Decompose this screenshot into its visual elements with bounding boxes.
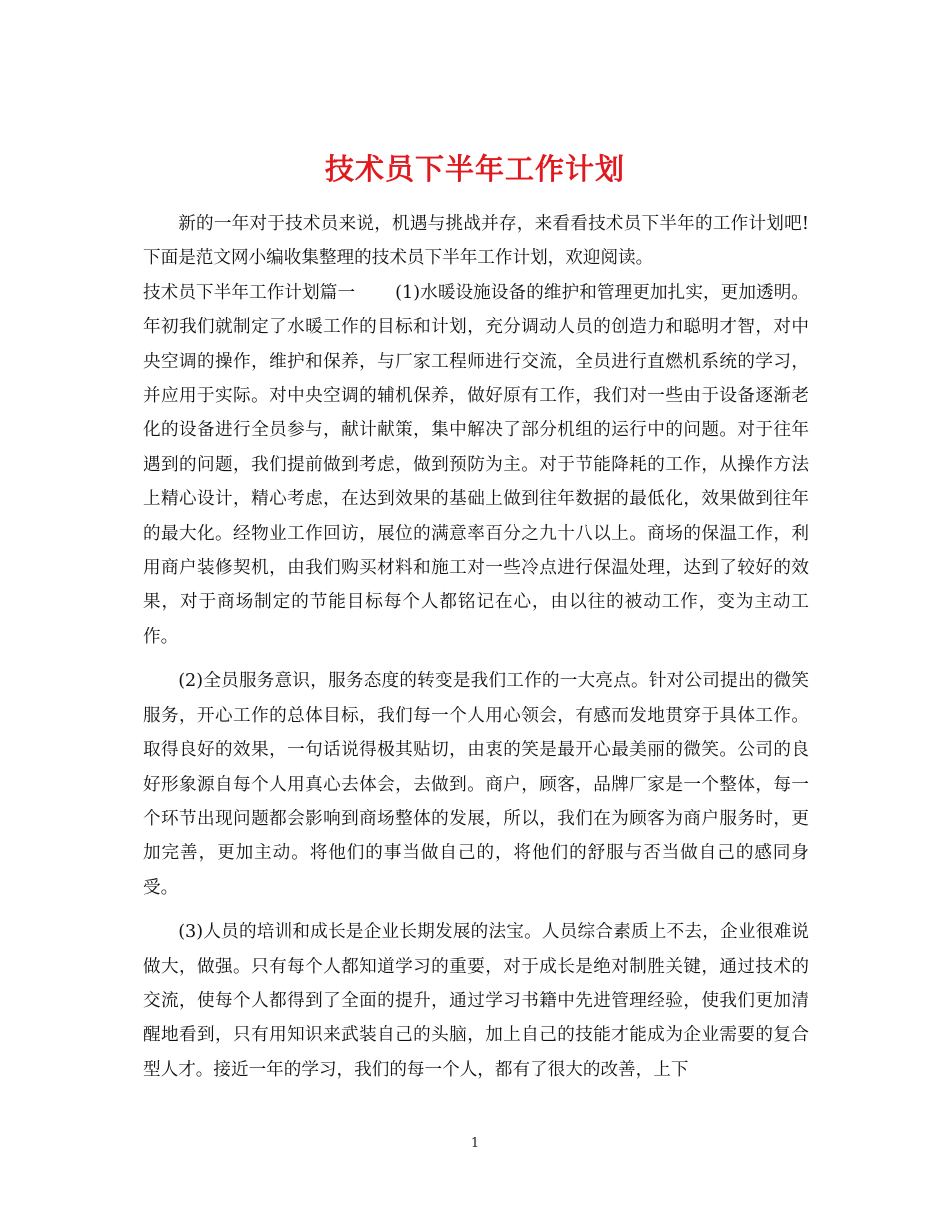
paragraph-2: (2)全员服务意识，服务态度的转变是我们工作的一大亮点。针对公司提出的微笑服务，开心工作的总体目标，我们每一个人用心领会，有感而发地贯穿于具体工作。取得良好的效果，一句话说得极其贴切，由衷的笑是最开心最美丽的微笑。公司的良好形象源自每个人用真心去体会，去做到。商户，顾客，品牌厂家是一个整体，每一个环节出现问题都会影响到商场整体的发展，所以，我们在为顾客为商户服务时，更加完善，更加主动。将他们的事当做自己的，将他们的舒服与否当做自己的感同身受。 [143,671,809,898]
section-paragraph-1 [143,276,809,654]
section-heading: 技术员下半年工作计划篇一 [143,282,356,303]
page-number: 1 [470,1136,480,1151]
intro-paragraph: 新的一年对于技术员来说，机遇与挑战并存，来看看技术员下半年的工作计划吧!下面是范文网小编收集整理的技术员下半年工作计划，欢迎阅读。 [143,214,809,269]
paragraph-1-text: (1)水暖设施设备的维护和管理更加扎实，更加透明。年初我们就制定了水暖工作的目标和计划，充分调动人员的创造力和聪明才智，对中央空调的操作，维护和保养，与厂家工程师进行交流，全员进行直燃机系统的学习，并应用于实际。对中央空调的辅机保养，做好原有工作，我们对一些由于设备逐渐老化的设备进行全员参与，献计献策，集中解决了部分机组的运行中的问题。对于往年遇到的问题，我们提前做到考虑，做到预防为主。对于节能降耗的工作，从操作方法上精心设计，精心考虑，在达到效果的基础上做到往年数据的最低化，效果做到往年的最大化。经物业工作回访，展位的满意率百分之九十八以上。商场的保温工作，利用商户装修契机，由我们购买材料和施工对一些冷点进行保温处理，达到了较好的效果，对于商场制定的节能目标每个人都铭记在心，由以往的被动工作，变为主动工作。 [143,282,809,647]
paragraph-3: (3)人员的培训和成长是企业长期发展的法宝。人员综合素质上不去，企业很难说做大，做强。只有每个人都知道学习的重要，对于成长是绝对制胜关键，通过技术的交流，使每个人都得到了全面的提升，通过学习书籍中先进管理经验，使我们更加清醒地看到，只有用知识来武装自己的头脑，加上自己的技能才能成为企业需要的复合型人才。接近一年的学习，我们的每一个人，都有了很大的改善，上下 [143,922,809,1080]
document-body [143,207,809,1097]
document-title: 技术员下半年工作计划 [324,152,625,187]
